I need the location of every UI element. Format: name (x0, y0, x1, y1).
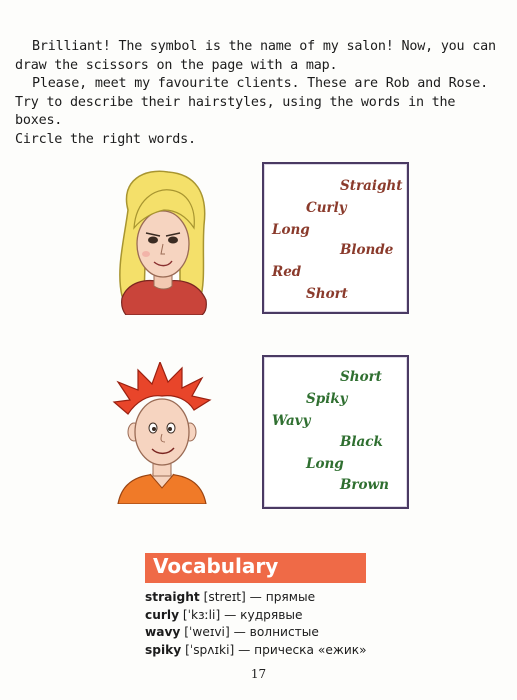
intro-line-5: Circle the right words. (15, 131, 196, 147)
rose-word-5[interactable]: Red (272, 264, 302, 280)
rob-word-3[interactable]: Wavy (272, 413, 311, 429)
rob-illustration (108, 362, 218, 504)
rose-word-3[interactable]: Long (272, 222, 310, 238)
rob-word-box (262, 355, 409, 509)
rose-word-box (262, 162, 409, 314)
vocabulary-title: Vocabulary (153, 554, 279, 578)
rob-word-4[interactable]: Black (340, 434, 383, 450)
intro-line-3: Please, meet my favourite clients. These are Rob and Rose. (32, 76, 488, 92)
vocabulary-heading (145, 553, 366, 583)
vocab-word: straight (145, 590, 200, 604)
rob-word-5[interactable]: Long (306, 456, 344, 472)
vocab-word: spiky (145, 642, 182, 657)
intro-line-1: Brilliant! The symbol is the name of my salon! Now, you can (32, 39, 496, 54)
rob-word-6[interactable]: Brown (340, 477, 389, 493)
page-number: 17 (250, 667, 267, 681)
intro-line-2: draw the scissors on the page with a map. (15, 57, 338, 73)
rose-illustration (110, 170, 220, 315)
vocab-item (145, 624, 445, 642)
vocab-definition: [ˈkɜːli] — кудрявые (179, 607, 303, 622)
vocab-word: wavy (145, 625, 181, 640)
rose-word-1[interactable]: Straight (340, 178, 403, 194)
intro-line-4: Try to describe their hairstyles, using the words in the boxes. (15, 94, 456, 129)
vocab-item (145, 589, 445, 607)
vocab-item (145, 642, 445, 660)
rob-word-2[interactable]: Spiky (306, 391, 348, 407)
vocab-definition: [ˈweɪvi] — волнистые (180, 625, 319, 640)
rose-word-4[interactable]: Blonde (340, 242, 394, 258)
rose-word-2[interactable]: Curly (306, 200, 347, 216)
rob-word-1[interactable]: Short (340, 369, 382, 385)
vocab-definition: [streɪt] — прямые (199, 590, 316, 604)
rose-word-6[interactable]: Short (306, 286, 348, 302)
vocab-word: curly (145, 607, 180, 622)
intro-text (15, 38, 505, 150)
vocabulary-list (145, 589, 445, 659)
vocab-definition: [ˈspʌɪki] — прическа «ежик» (181, 642, 367, 657)
vocab-item (145, 607, 445, 625)
